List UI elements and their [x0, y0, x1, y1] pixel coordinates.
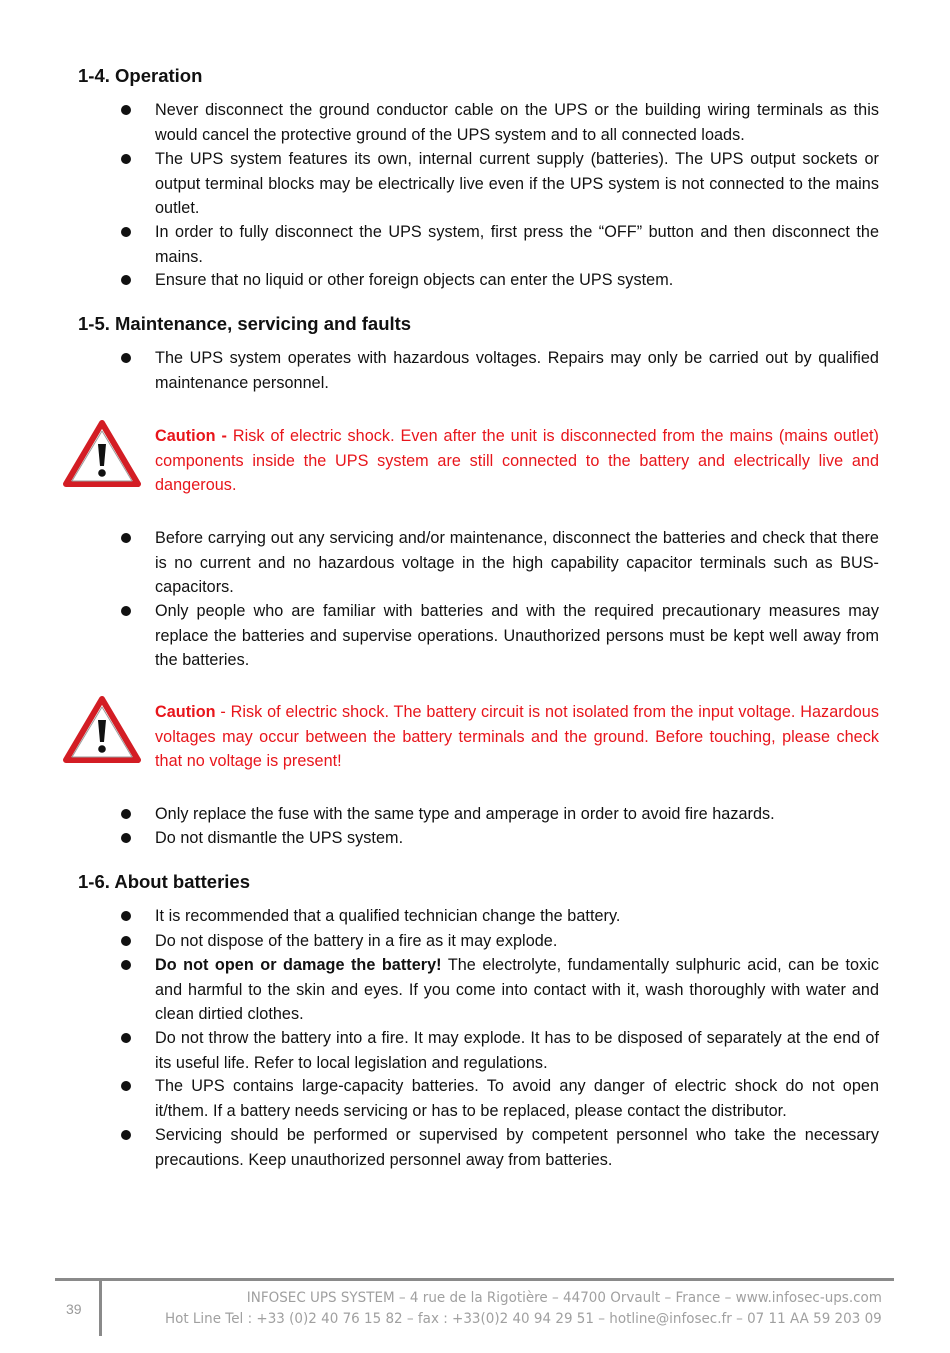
bullet-dot-icon	[121, 154, 131, 164]
list-item	[155, 1123, 879, 1172]
list-item	[155, 147, 879, 221]
list-item	[155, 904, 879, 929]
list-item-text: Only people who are familiar with batteries and with the required precautionary measures may replace the batteries and supervise operations. Unauthorized persons must be kept well away from the batteries.	[155, 602, 879, 669]
bullet-dot-icon	[121, 1033, 131, 1043]
bullet-dot-icon	[121, 275, 131, 285]
bullet-dot-icon	[121, 936, 131, 946]
list-item-text: Do not open or damage the battery! The electrolyte, fundamentally sulphuric acid, can be toxic and harmful to the skin and eyes. If you come into contact with it, wash thoroughly with water and clean dirtied clothes.	[155, 956, 879, 1023]
list-item	[155, 220, 879, 269]
warning-triangle-icon	[63, 696, 141, 764]
bullet-dot-icon	[121, 911, 131, 921]
list-item-text: It is recommended that a qualified technician change the battery.	[155, 907, 621, 925]
list-item-text: In order to fully disconnect the UPS system, first press the “OFF” button and then disconnect the mains.	[155, 223, 879, 266]
list-item	[155, 98, 879, 147]
list-item-text: Only replace the fuse with the same type and amperage in order to avoid fire hazards.	[155, 805, 775, 823]
list-item-text: The UPS system operates with hazardous voltages. Repairs may only be carried out by qualified maintenance personnel.	[155, 349, 879, 392]
footer-rule	[55, 1278, 894, 1281]
list-item-text: Servicing should be performed or supervised by competent personnel who take the necessary precautions. Keep unauthorized personnel away from batteries.	[155, 1126, 879, 1169]
caution-text: Risk of electric shock. Even after the unit is disconnected from the mains (mains outlet) components inside the UPS system are still connected to the battery and electrically live and dangerous.	[155, 427, 879, 494]
bullet-dot-icon	[121, 105, 131, 115]
list-item	[155, 826, 879, 851]
emphasis-text: Do not open or damage the battery!	[155, 956, 442, 974]
list-item	[155, 802, 879, 827]
list-item	[155, 526, 879, 600]
list-item	[155, 599, 879, 673]
footer-contact: Hot Line Tel : +33 (0)2 40 76 15 82 – fax : +33(0)2 40 94 29 51 – hotline@infosec.fr – 07 11 AA 59 203 09	[165, 1311, 882, 1327]
bullet-dot-icon	[121, 960, 131, 970]
list-item	[155, 1074, 879, 1123]
caution-notice	[155, 700, 879, 774]
section-title-maintenance: 1-5. Maintenance, servicing and faults	[78, 313, 412, 334]
page-number: 39	[66, 1301, 82, 1317]
footer-divider	[99, 1279, 102, 1336]
list-item-text: Do not dismantle the UPS system.	[155, 829, 404, 847]
bullet-dot-icon	[121, 1130, 131, 1140]
bullet-dot-icon	[121, 833, 131, 843]
list-item-text: Do not dispose of the battery in a fire as it may explode.	[155, 932, 558, 950]
list-item-text: Before carrying out any servicing and/or maintenance, disconnect the batteries and check that there is no current and no hazardous voltage in the high capability capacitor terminals such as BUS-capacitors.	[155, 529, 879, 596]
footer-address: INFOSEC UPS SYSTEM – 4 rue de la Rigotière – 44700 Orvault – France – www.infosec-ups.com	[246, 1290, 882, 1306]
list-item-text: Never disconnect the ground conductor cable on the UPS or the building wiring terminals as this would cancel the protective ground of the UPS system and to all connected loads.	[155, 101, 879, 144]
bullet-dot-icon	[121, 809, 131, 819]
list-item-text: Ensure that no liquid or other foreign objects can enter the UPS system.	[155, 271, 674, 289]
section-title-operation: 1-4. Operation	[78, 65, 203, 86]
bullet-dot-icon	[121, 606, 131, 616]
list-item	[155, 1026, 879, 1075]
list-item	[155, 346, 879, 395]
list-item	[155, 929, 879, 954]
list-item-text: The UPS contains large-capacity batteries. To avoid any danger of electric shock do not open it/them. If a battery needs servicing or has to be replaced, please contact the distributor.	[155, 1077, 879, 1120]
list-item-text: The UPS system features its own, internal current supply (batteries). The UPS output sockets or output terminal blocks may be electrically live even if the UPS system is not connected to the mains outlet.	[155, 150, 879, 217]
bullet-dot-icon	[121, 227, 131, 237]
bullet-dot-icon	[121, 533, 131, 543]
section-title-batteries: 1-6. About batteries	[78, 871, 251, 892]
bullet-dot-icon	[121, 1081, 131, 1091]
caution-label: Caution	[155, 703, 216, 721]
caution-text: - Risk of electric shock. The battery circuit is not isolated from the input voltage. Hazardous voltages may occur between the battery terminals and the ground. Before touching, please check that no voltage is present!	[155, 703, 879, 770]
list-item-text: Do not throw the battery into a fire. It may explode. It has to be disposed of separately at the end of its useful life. Refer to local legislation and regulations.	[155, 1029, 879, 1072]
caution-label: Caution -	[155, 427, 227, 445]
bullet-dot-icon	[121, 353, 131, 363]
caution-notice	[155, 424, 879, 498]
warning-triangle-icon	[63, 420, 141, 488]
list-item	[155, 953, 879, 1027]
list-item	[155, 268, 879, 293]
